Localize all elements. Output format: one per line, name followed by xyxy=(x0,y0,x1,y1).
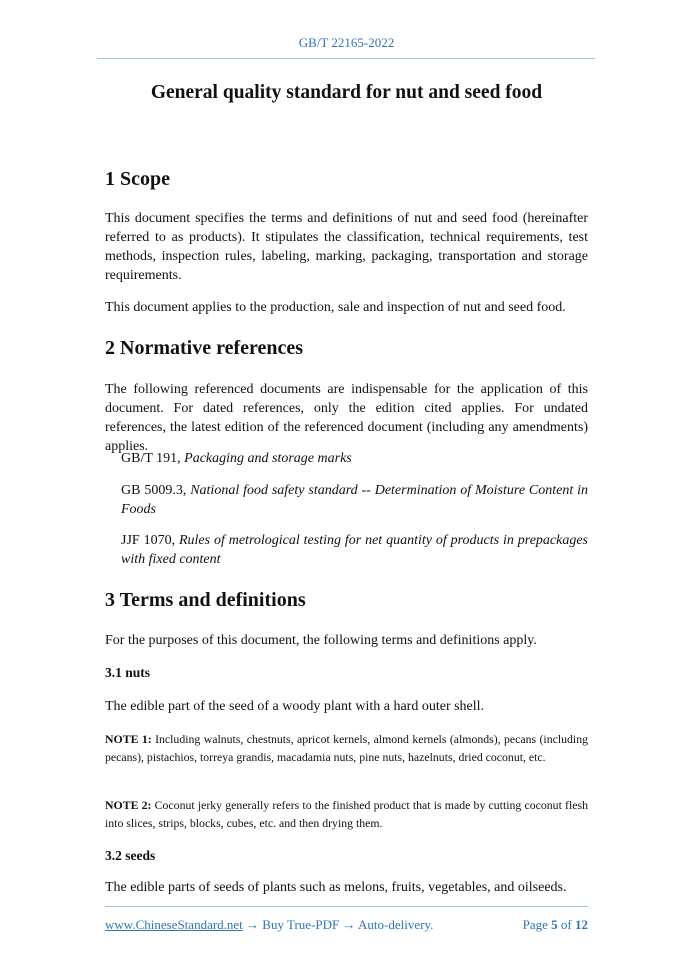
heading-normative-references: 2 Normative references xyxy=(105,337,304,359)
website-link[interactable]: www.ChineseStandard.net xyxy=(105,917,243,932)
reference-item: GB 5009.3, National food safety standard -- Determination of Moisture Content in Foods xyxy=(121,483,588,517)
scope-paragraph-1: This document specifies the terms and definitions of nut and seed food (hereinafter referred to as products). It stipulates the classification, technical requirements, test methods, inspection rules, labeling, marking, packaging, transportation and storage requirements. xyxy=(105,211,588,283)
page-indicator: Page 5 of 12 xyxy=(522,917,588,932)
reference-item: GB/T 191, Packaging and storage marks xyxy=(121,451,352,466)
heading-nuts: 3.1 nuts xyxy=(105,665,151,680)
note-2: NOTE 2: Coconut jerky generally refers to the finished product that is made by cutting coconut flesh into slices, strips, blocks, cubes, etc. and then drying them. xyxy=(105,798,588,830)
footer xyxy=(105,917,588,933)
heading-seeds: 3.2 seeds xyxy=(105,848,156,863)
document-title: General quality standard for nut and seed food xyxy=(150,82,543,103)
footer-rule xyxy=(105,906,588,907)
terms-intro: For the purposes of this document, the following terms and definitions apply. xyxy=(105,633,537,648)
header-doc-number: GB/T 22165-2022 xyxy=(298,35,395,50)
header-rule xyxy=(97,58,595,59)
nuts-definition: The edible part of the seed of a woody plant with a hard outer shell. xyxy=(105,699,485,714)
heading-scope: 1 Scope xyxy=(105,168,170,190)
footer-tagline: → Buy True-PDF → Auto-delivery. xyxy=(242,917,434,932)
scope-paragraph-2: This document applies to the production, sale and inspection of nut and seed food. xyxy=(105,300,566,315)
reference-item: JJF 1070, Rules of metrological testing for net quantity of products in prepackages with fixed content xyxy=(121,533,589,567)
note-1: NOTE 1: Including walnuts, chestnuts, apricot kernels, almond kernels (almonds), pecans (including pecans), pistachios, torreya grandis, macadamia nuts, pine nuts, hazelnuts, dried coconut, etc. xyxy=(105,732,588,764)
seeds-definition: The edible parts of seeds of plants such as melons, fruits, vegetables, and oilseeds. xyxy=(105,880,567,895)
normative-paragraph: The following referenced documents are indispensable for the application of this document. For dated references, only the edition cited applies. For undated references, the latest edition of the referenced document (including any amendments) applies. xyxy=(105,382,588,454)
heading-terms-definitions: 3 Terms and definitions xyxy=(105,589,306,611)
